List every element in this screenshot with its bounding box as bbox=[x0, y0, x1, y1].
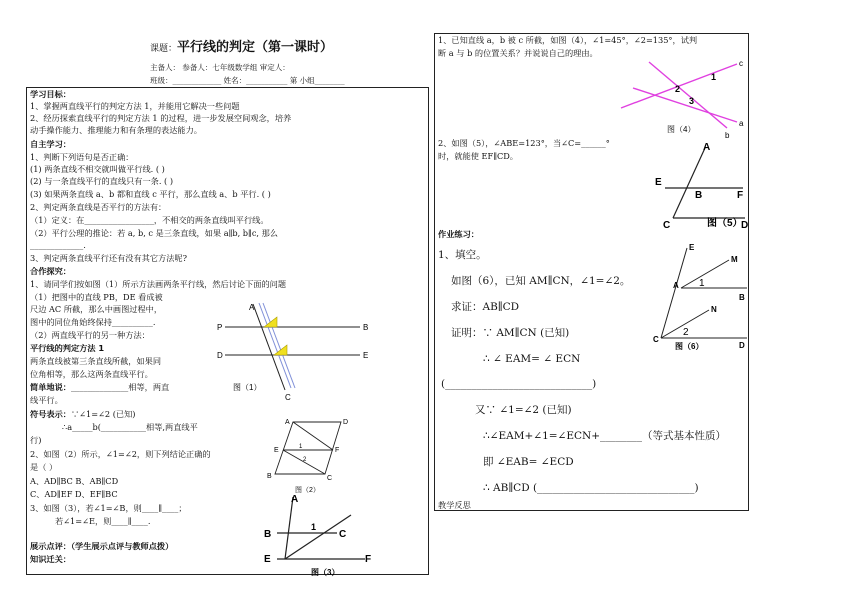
fig2-label-e: E bbox=[274, 447, 279, 454]
fig4-label-c: c bbox=[739, 59, 743, 68]
figure-2 bbox=[265, 418, 355, 496]
fig5-label-b: B bbox=[695, 190, 703, 201]
fig6-label-n: N bbox=[711, 305, 717, 314]
fig3-label-b: B bbox=[264, 529, 272, 540]
hw-proof-2-reason: (____________________________) bbox=[441, 378, 597, 390]
fig6-label-e: E bbox=[689, 243, 695, 252]
coop-q1-1c: 图中的同位角始终保持__________. bbox=[30, 317, 156, 327]
figure-5 bbox=[653, 140, 753, 230]
fig5-label-f: F bbox=[737, 190, 744, 201]
goal-2: 2、经历探索直线平行的判定方法 1 的过程，进一步发展空间观念，培养 bbox=[30, 113, 292, 123]
fig6-label-2: 2 bbox=[683, 327, 689, 338]
q2-text: 2、如图（2）所示，∠1=∠2，则下列结论正确的 bbox=[30, 449, 211, 459]
fig6-label-c: C bbox=[653, 335, 659, 344]
hw-proof-4: ∴∠EAM+∠1=∠ECN+________（等式基本性质） bbox=[483, 430, 727, 442]
fig4-label-b: b bbox=[725, 131, 730, 140]
method-title: 平行线的判定方法 1 bbox=[30, 343, 105, 353]
fig2-label-1: 1 bbox=[299, 444, 303, 450]
fig4-label-1: 1 bbox=[711, 72, 717, 82]
q2-options-1: A、AD∥BC B、AB∥CD bbox=[30, 476, 119, 486]
symbol-l1: ∵∠1=∠2 (已知) bbox=[70, 409, 136, 419]
self-q2: 2、判定两条直线是否平行的方法有： bbox=[30, 202, 167, 212]
fig3-label-e: E bbox=[264, 554, 271, 565]
q3-line-2: 若∠1=∠E，则____∥____. bbox=[55, 516, 151, 526]
lesson-title bbox=[150, 36, 333, 55]
fig3-label-c: C bbox=[339, 529, 347, 540]
hw-q1: 1、填空。 bbox=[438, 249, 487, 261]
figure-4 bbox=[619, 56, 749, 140]
fig4-label-2: 2 bbox=[675, 84, 681, 94]
fig3-label-f: F bbox=[365, 554, 372, 565]
goal-2-cont: 动手操作能力、推理能力和有条理的表达能力。 bbox=[30, 125, 202, 135]
hw-proof-5: 即 ∠EAB= ∠ECD bbox=[483, 456, 574, 468]
right-panel bbox=[434, 33, 749, 511]
fig1-caption: 图（1） bbox=[233, 383, 262, 392]
fig3-label-1: 1 bbox=[311, 522, 317, 532]
symbol-l3: 行) bbox=[30, 435, 42, 445]
fig1-label-d: D bbox=[217, 351, 223, 360]
self-q1-3: (3) 如果两条直线 a、b 都和直线 c 平行，那么直线 a、b 平行. ( ) bbox=[30, 189, 271, 199]
s5-title: 知识迁关： bbox=[30, 554, 71, 564]
fig1-label-c: C bbox=[285, 393, 291, 402]
q3-line-1: 3、如图（3），若∠1=∠B，则____∥____； bbox=[30, 503, 187, 513]
fig2-label-c: C bbox=[327, 475, 333, 482]
s2-title: 自主学习： bbox=[30, 139, 71, 149]
fig4-label-a: a bbox=[739, 119, 744, 128]
fig6-label-b: B bbox=[739, 293, 745, 302]
q2-blank: 是（ ） bbox=[30, 462, 58, 472]
reflect-title: 教学反思 bbox=[438, 500, 471, 510]
short-line bbox=[30, 382, 169, 393]
fig5-caption: 图（5） bbox=[707, 218, 743, 229]
fig5-label-d: D bbox=[741, 220, 749, 230]
symbol-title: 符号表示： bbox=[30, 409, 71, 419]
header-line-1: 主备人： 参备人：七年级数学组 审定人： bbox=[150, 63, 290, 72]
s4-title: 展示点评：（学生展示点评与教师点拨） bbox=[30, 541, 174, 551]
self-q2-1: （1）定义：在_________________，不相交的两条直线叫平行线。 bbox=[30, 215, 269, 225]
hw-proof-2: ∴ ∠ EAM= ∠ ECN bbox=[483, 353, 581, 365]
short-text: ______________相等，两直 bbox=[70, 382, 170, 392]
coop-q1-1: （1）把图中的直线 PB，DE 看成被 bbox=[30, 292, 163, 302]
hw-proof-3: 又∵ ∠1=∠2 (已知) bbox=[475, 404, 572, 416]
self-q3: 3、判定两条直线平行还有没有其它方法呢? bbox=[30, 253, 187, 263]
short-title: 简单地说： bbox=[30, 382, 71, 392]
hw-proof-1: 证明：∵ AM∥CN (已知) bbox=[451, 327, 570, 339]
fig6-label-d: D bbox=[739, 341, 745, 350]
fig2-label-2: 2 bbox=[303, 457, 307, 463]
figure-6 bbox=[653, 242, 750, 350]
self-q1-1: (1) 两条直线不相交就叫做平行线. ( ) bbox=[30, 164, 165, 174]
fig1-label-b: B bbox=[363, 323, 369, 332]
fig6-caption: 图（6） bbox=[675, 342, 704, 350]
s1-title: 学习目标： bbox=[30, 89, 71, 99]
fig2-caption: 图（2） bbox=[295, 487, 320, 494]
hw-given: 如图（6），已知 AM∥CN，∠1=∠2。 bbox=[451, 275, 631, 287]
self-q2-2-blank: _____________. bbox=[30, 240, 86, 250]
fig1-label-p: P bbox=[217, 323, 223, 332]
header-line-2: 班级：_____________ 姓名：___________ 第 小组________ bbox=[150, 76, 345, 85]
practice-q2: 2、如图（5），∠ABE=123°，当∠C=______° bbox=[438, 138, 610, 148]
fig6-label-m: M bbox=[731, 255, 738, 264]
fig4-caption: 图（4） bbox=[667, 125, 696, 134]
fig2-label-f: F bbox=[335, 447, 340, 454]
coop-q1-2: （2）两直线平行的另一种方法： bbox=[30, 330, 150, 340]
practice-q1: 1、已知直线 a，b 被 c 所截，如图（4），∠1=45°，∠2=135°，试判 bbox=[438, 35, 698, 45]
method-text-2: 位角相等，那么这两条直线平行。 bbox=[30, 369, 153, 379]
fig3-caption: 图（3） bbox=[311, 568, 340, 577]
method-text-3: 线平行。 bbox=[30, 395, 63, 405]
goal-1: 1、掌握两直线平行的判定方法 1，并能用它解决一些问题 bbox=[30, 101, 240, 111]
fig5-label-e: E bbox=[655, 177, 662, 188]
fig5-label-a: A bbox=[703, 142, 711, 153]
figure-3 bbox=[255, 493, 375, 577]
practice-q2-cont: 时，就能使 EF∥CD。 bbox=[438, 151, 518, 161]
method-text-1: 两条直线被第三条直线所截，如果同 bbox=[30, 356, 162, 366]
fig2-label-b: B bbox=[267, 473, 272, 480]
fig1-label-a: A bbox=[249, 303, 255, 312]
hw-title: 作业练习： bbox=[438, 229, 479, 239]
fig5-label-c: C bbox=[663, 220, 671, 230]
lesson-prefix: 课题： bbox=[150, 44, 178, 54]
figure-1 bbox=[215, 302, 375, 402]
practice-q1-cont: 断 a 与 b 的位置关系？并说说自己的理由。 bbox=[438, 48, 598, 58]
fig3-label-a: A bbox=[291, 494, 299, 505]
coop-q1: 1、请同学们按如图（1）所示方法画两条平行线，然后讨论下面的问题 bbox=[30, 279, 287, 289]
fig6-label-1: 1 bbox=[699, 278, 705, 289]
coop-q1-1b: 尺边 AC 所截，那么中画图过程中， bbox=[30, 304, 163, 314]
self-q2-2: （2）平行公理的推论：若 a, b, c 是三条直线，如果 a∥b, b∥c, 那么 bbox=[30, 228, 278, 238]
fig2-label-a: A bbox=[285, 419, 290, 426]
hw-proof-6: ∴ AB∥CD (______________________________) bbox=[483, 482, 699, 494]
fig1-label-e: E bbox=[363, 351, 369, 360]
s3-title: 合作探究： bbox=[30, 266, 71, 276]
hw-prove: 求证：AB∥CD bbox=[451, 301, 520, 313]
fig2-label-d: D bbox=[343, 419, 349, 426]
q2-options-2: C、AD∥EF D、EF∥BC bbox=[30, 489, 118, 499]
symbol-line bbox=[30, 409, 136, 420]
title-text: 平行线的判定（第一课时） bbox=[177, 40, 334, 55]
fig6-label-a: A bbox=[673, 281, 679, 290]
left-panel bbox=[26, 87, 429, 575]
symbol-l2: ∴a_____b(___________相等,两直线平 bbox=[62, 422, 198, 432]
self-q1-2: (2) 与一条直线平行的直线只有一条. ( ) bbox=[30, 176, 174, 186]
self-q1: 1、判断下列语句是否正确： bbox=[30, 152, 134, 162]
fig4-label-3: 3 bbox=[689, 96, 695, 106]
